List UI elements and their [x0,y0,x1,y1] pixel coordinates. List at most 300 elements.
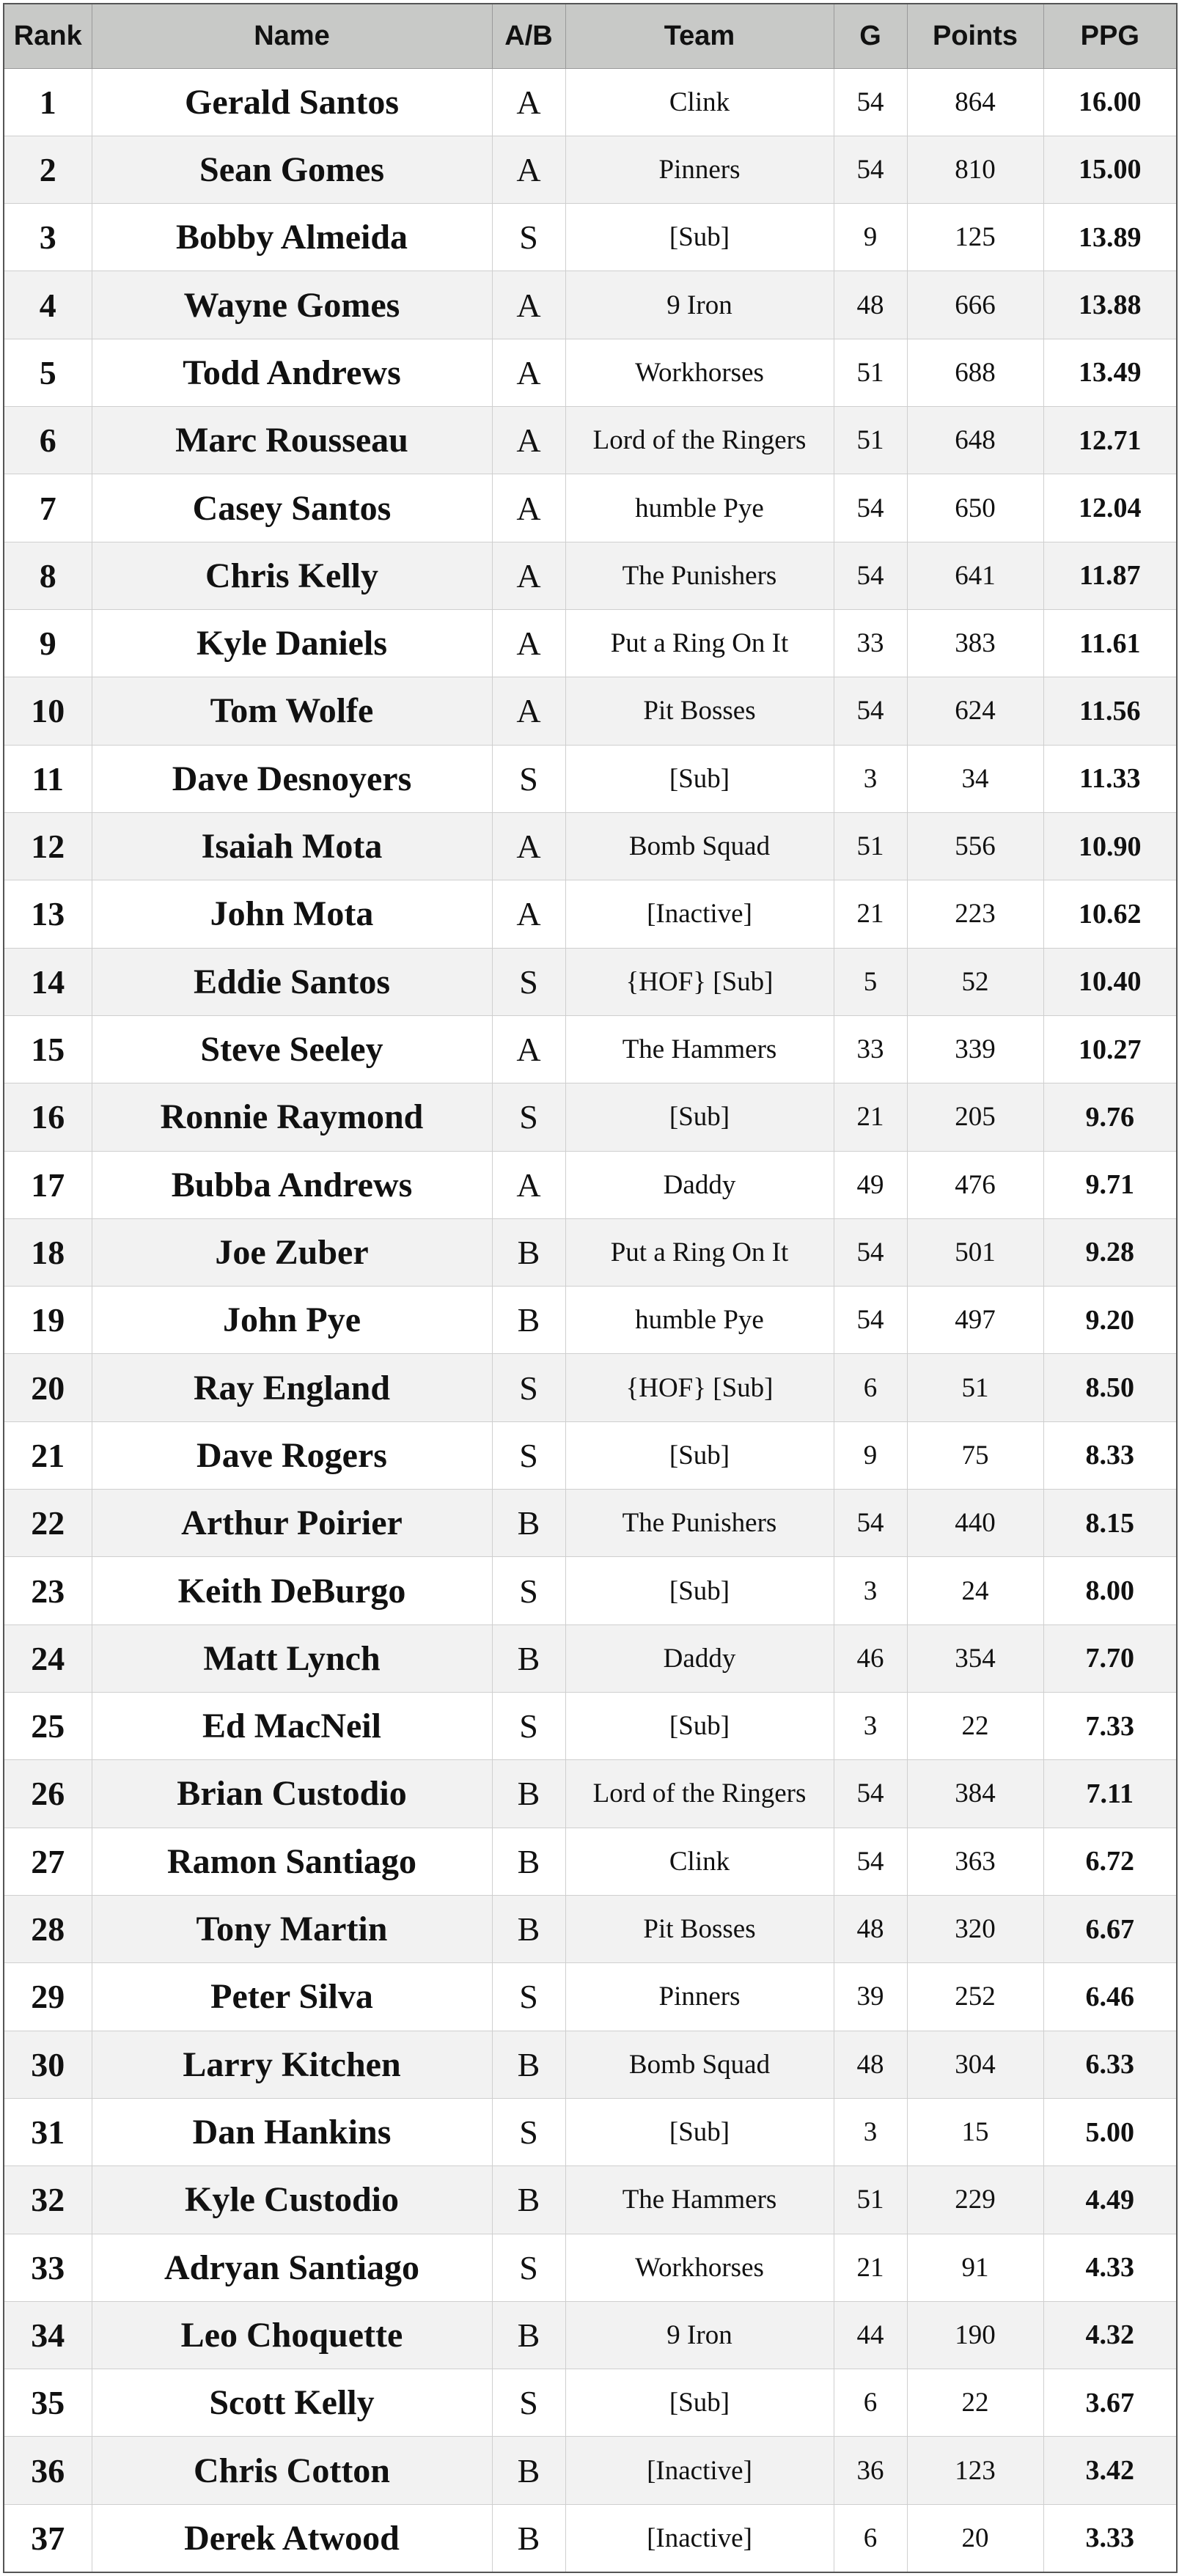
table-row [4,1557,1177,1624]
division-cell: S [492,745,565,812]
points-cell: 34 [907,745,1043,812]
division-cell: A [492,136,565,203]
table-row [4,1624,1177,1692]
team-cell: Bomb Squad [565,2031,834,2098]
division-cell: A [492,271,565,339]
division-cell: A [492,339,565,406]
ppg-cell: 13.89 [1043,204,1177,271]
rank-cell: 22 [4,1490,92,1557]
player-name-cell: Ramon Santiago [92,1828,492,1895]
rank-cell: 12 [4,812,92,880]
games-cell: 54 [834,1828,907,1895]
ppg-cell: 12.04 [1043,474,1177,542]
points-cell: 556 [907,812,1043,880]
player-name-cell: Matt Lynch [92,1624,492,1692]
table-row [4,204,1177,271]
points-cell: 810 [907,136,1043,203]
points-cell: 864 [907,68,1043,136]
team-cell: {HOF} [Sub] [565,948,834,1015]
points-cell: 384 [907,1760,1043,1828]
player-name-cell: Eddie Santos [92,948,492,1015]
rank-cell: 1 [4,68,92,136]
table-row [4,1287,1177,1354]
division-cell: B [492,1828,565,1895]
points-cell: 383 [907,610,1043,677]
rank-cell: 2 [4,136,92,203]
table-header [4,4,1177,68]
games-cell: 51 [834,339,907,406]
points-cell: 641 [907,542,1043,609]
points-cell: 688 [907,339,1043,406]
rank-cell: 15 [4,1015,92,1083]
player-name-cell: Tony Martin [92,1895,492,1962]
ppg-cell: 9.28 [1043,1218,1177,1286]
games-cell: 44 [834,2301,907,2369]
player-name-cell: Chris Kelly [92,542,492,609]
player-name-cell: Steve Seeley [92,1015,492,1083]
player-name-cell: Peter Silva [92,1963,492,2031]
ppg-cell: 9.20 [1043,1287,1177,1354]
division-cell: S [492,1963,565,2031]
points-cell: 20 [907,2504,1043,2572]
table-row [4,1354,1177,1421]
table-row [4,745,1177,812]
points-cell: 650 [907,474,1043,542]
table-row [4,1895,1177,1962]
rank-cell: 27 [4,1828,92,1895]
header-row [4,4,1177,68]
games-cell: 6 [834,1354,907,1421]
points-cell: 91 [907,2234,1043,2301]
column-header-rank[interactable]: Rank [4,4,92,68]
player-name-cell: John Mota [92,880,492,948]
games-cell: 54 [834,1287,907,1354]
column-header-ab[interactable]: A/B [492,4,565,68]
player-name-cell: Todd Andrews [92,339,492,406]
player-name-cell: Keith DeBurgo [92,1557,492,1624]
points-cell: 125 [907,204,1043,271]
division-cell: B [492,1895,565,1962]
rank-cell: 23 [4,1557,92,1624]
points-cell: 476 [907,1151,1043,1218]
ppg-cell: 3.67 [1043,2369,1177,2437]
division-cell: S [492,948,565,1015]
ppg-cell: 9.76 [1043,1083,1177,1151]
team-cell: Clink [565,68,834,136]
games-cell: 21 [834,2234,907,2301]
games-cell: 6 [834,2504,907,2572]
player-name-cell: Tom Wolfe [92,677,492,745]
rank-cell: 36 [4,2437,92,2504]
table-row [4,136,1177,203]
division-cell: B [492,1490,565,1557]
team-cell: Daddy [565,1624,834,1692]
team-cell: Workhorses [565,339,834,406]
games-cell: 33 [834,610,907,677]
player-name-cell: Arthur Poirier [92,1490,492,1557]
team-cell: Bomb Squad [565,812,834,880]
player-name-cell: Larry Kitchen [92,2031,492,2098]
team-cell: [Sub] [565,204,834,271]
player-name-cell: Wayne Gomes [92,271,492,339]
table-row [4,2234,1177,2301]
points-cell: 666 [907,271,1043,339]
player-name-cell: Kyle Custodio [92,2166,492,2234]
points-cell: 52 [907,948,1043,1015]
points-cell: 497 [907,1287,1043,1354]
division-cell: B [492,2301,565,2369]
player-name-cell: Casey Santos [92,474,492,542]
points-cell: 501 [907,1218,1043,1286]
team-cell: [Inactive] [565,2437,834,2504]
rank-cell: 5 [4,339,92,406]
player-name-cell: Marc Rousseau [92,407,492,474]
games-cell: 9 [834,204,907,271]
games-cell: 3 [834,2098,907,2165]
division-cell: S [492,1421,565,1489]
table-row [4,2031,1177,2098]
column-header-points[interactable]: Points [907,4,1043,68]
table-row [4,880,1177,948]
table-row [4,407,1177,474]
ppg-cell: 8.33 [1043,1421,1177,1489]
ppg-cell: 5.00 [1043,2098,1177,2165]
column-header-g[interactable]: G [834,4,907,68]
table-row [4,1490,1177,1557]
games-cell: 48 [834,271,907,339]
team-cell: 9 Iron [565,2301,834,2369]
player-name-cell: Ray England [92,1354,492,1421]
rank-cell: 16 [4,1083,92,1151]
player-name-cell: Ed MacNeil [92,1693,492,1760]
table-row [4,2301,1177,2369]
team-cell: [Sub] [565,1693,834,1760]
games-cell: 39 [834,1963,907,2031]
player-name-cell: Joe Zuber [92,1218,492,1286]
player-stats-table [3,3,1178,2573]
rank-cell: 32 [4,2166,92,2234]
player-name-cell: Sean Gomes [92,136,492,203]
rank-cell: 37 [4,2504,92,2572]
table-row [4,2166,1177,2234]
points-cell: 190 [907,2301,1043,2369]
rank-cell: 3 [4,204,92,271]
table-row [4,271,1177,339]
ppg-cell: 6.72 [1043,1828,1177,1895]
games-cell: 21 [834,1083,907,1151]
points-cell: 304 [907,2031,1043,2098]
games-cell: 54 [834,1760,907,1828]
rank-cell: 19 [4,1287,92,1354]
team-cell: The Hammers [565,1015,834,1083]
games-cell: 54 [834,1218,907,1286]
ppg-cell: 11.87 [1043,542,1177,609]
player-name-cell: John Pye [92,1287,492,1354]
table-row [4,1963,1177,2031]
games-cell: 3 [834,1557,907,1624]
games-cell: 3 [834,1693,907,1760]
rank-cell: 25 [4,1693,92,1760]
rank-cell: 8 [4,542,92,609]
ppg-cell: 11.33 [1043,745,1177,812]
games-cell: 51 [834,2166,907,2234]
ppg-cell: 10.90 [1043,812,1177,880]
team-cell: Put a Ring On It [565,1218,834,1286]
rank-cell: 24 [4,1624,92,1692]
games-cell: 36 [834,2437,907,2504]
rank-cell: 21 [4,1421,92,1489]
team-cell: Daddy [565,1151,834,1218]
table-row [4,1760,1177,1828]
division-cell: B [492,1287,565,1354]
rank-cell: 13 [4,880,92,948]
ppg-cell: 7.70 [1043,1624,1177,1692]
ppg-cell: 3.42 [1043,2437,1177,2504]
division-cell: B [492,2031,565,2098]
table-row [4,1693,1177,1760]
team-cell: The Punishers [565,542,834,609]
ppg-cell: 3.33 [1043,2504,1177,2572]
table-row [4,1421,1177,1489]
team-cell: [Sub] [565,1421,834,1489]
table-row [4,1083,1177,1151]
team-cell: humble Pye [565,474,834,542]
table-row [4,1218,1177,1286]
division-cell: S [492,2234,565,2301]
team-cell: Pit Bosses [565,1895,834,1962]
team-cell: {HOF} [Sub] [565,1354,834,1421]
rank-cell: 34 [4,2301,92,2369]
ppg-cell: 4.32 [1043,2301,1177,2369]
table-row [4,339,1177,406]
points-cell: 15 [907,2098,1043,2165]
column-header-team[interactable]: Team [565,4,834,68]
ppg-cell: 11.56 [1043,677,1177,745]
player-name-cell: Dave Desnoyers [92,745,492,812]
ppg-cell: 6.67 [1043,1895,1177,1962]
table-body [4,68,1177,2572]
table-row [4,812,1177,880]
player-name-cell: Derek Atwood [92,2504,492,2572]
points-cell: 648 [907,407,1043,474]
ppg-cell: 15.00 [1043,136,1177,203]
ppg-cell: 8.00 [1043,1557,1177,1624]
rank-cell: 30 [4,2031,92,2098]
team-cell: [Sub] [565,1083,834,1151]
points-cell: 440 [907,1490,1043,1557]
team-cell: The Hammers [565,2166,834,2234]
player-name-cell: Dan Hankins [92,2098,492,2165]
division-cell: S [492,1693,565,1760]
division-cell: A [492,880,565,948]
team-cell: 9 Iron [565,271,834,339]
division-cell: S [492,2369,565,2437]
games-cell: 48 [834,1895,907,1962]
table-row [4,2098,1177,2165]
points-cell: 205 [907,1083,1043,1151]
rank-cell: 28 [4,1895,92,1962]
ppg-cell: 16.00 [1043,68,1177,136]
column-header-ppg[interactable]: PPG [1043,4,1177,68]
player-name-cell: Dave Rogers [92,1421,492,1489]
division-cell: A [492,68,565,136]
ppg-cell: 7.33 [1043,1693,1177,1760]
ppg-cell: 10.27 [1043,1015,1177,1083]
points-cell: 223 [907,880,1043,948]
team-cell: The Punishers [565,1490,834,1557]
rank-cell: 6 [4,407,92,474]
division-cell: S [492,2098,565,2165]
team-cell: [Inactive] [565,880,834,948]
points-cell: 320 [907,1895,1043,1962]
player-name-cell: Brian Custodio [92,1760,492,1828]
division-cell: S [492,1557,565,1624]
table-row [4,68,1177,136]
column-header-name[interactable]: Name [92,4,492,68]
division-cell: A [492,1151,565,1218]
table-row [4,1828,1177,1895]
player-name-cell: Bubba Andrews [92,1151,492,1218]
table-row [4,542,1177,609]
games-cell: 9 [834,1421,907,1489]
division-cell: B [492,1218,565,1286]
player-name-cell: Bobby Almeida [92,204,492,271]
table-row [4,1015,1177,1083]
division-cell: A [492,677,565,745]
points-cell: 22 [907,1693,1043,1760]
ppg-cell: 4.33 [1043,2234,1177,2301]
team-cell: [Sub] [565,745,834,812]
team-cell: Pinners [565,136,834,203]
rank-cell: 14 [4,948,92,1015]
team-cell: Lord of the Ringers [565,1760,834,1828]
ppg-cell: 7.11 [1043,1760,1177,1828]
games-cell: 54 [834,677,907,745]
rank-cell: 10 [4,677,92,745]
player-name-cell: Chris Cotton [92,2437,492,2504]
player-name-cell: Kyle Daniels [92,610,492,677]
team-cell: [Sub] [565,2369,834,2437]
games-cell: 5 [834,948,907,1015]
table-row [4,677,1177,745]
division-cell: B [492,2504,565,2572]
points-cell: 624 [907,677,1043,745]
games-cell: 46 [834,1624,907,1692]
division-cell: A [492,610,565,677]
points-cell: 22 [907,2369,1043,2437]
ppg-cell: 10.40 [1043,948,1177,1015]
table-row [4,2437,1177,2504]
ppg-cell: 6.33 [1043,2031,1177,2098]
points-cell: 229 [907,2166,1043,2234]
rank-cell: 11 [4,745,92,812]
games-cell: 51 [834,407,907,474]
rank-cell: 18 [4,1218,92,1286]
points-cell: 75 [907,1421,1043,1489]
player-name-cell: Ronnie Raymond [92,1083,492,1151]
table-row [4,948,1177,1015]
games-cell: 54 [834,136,907,203]
games-cell: 33 [834,1015,907,1083]
ppg-cell: 12.71 [1043,407,1177,474]
points-cell: 354 [907,1624,1043,1692]
ppg-cell: 10.62 [1043,880,1177,948]
rank-cell: 20 [4,1354,92,1421]
points-cell: 252 [907,1963,1043,2031]
division-cell: B [492,1760,565,1828]
division-cell: A [492,474,565,542]
points-cell: 363 [907,1828,1043,1895]
division-cell: B [492,2166,565,2234]
games-cell: 54 [834,474,907,542]
table-row [4,2504,1177,2572]
ppg-cell: 6.46 [1043,1963,1177,2031]
ppg-cell: 8.50 [1043,1354,1177,1421]
team-cell: Workhorses [565,2234,834,2301]
games-cell: 3 [834,745,907,812]
points-cell: 51 [907,1354,1043,1421]
rank-cell: 35 [4,2369,92,2437]
games-cell: 51 [834,812,907,880]
table-row [4,610,1177,677]
ppg-cell: 11.61 [1043,610,1177,677]
table-row [4,2369,1177,2437]
team-cell: Clink [565,1828,834,1895]
player-name-cell: Adryan Santiago [92,2234,492,2301]
rank-cell: 9 [4,610,92,677]
table-row [4,1151,1177,1218]
team-cell: [Inactive] [565,2504,834,2572]
games-cell: 54 [834,1490,907,1557]
team-cell: Pinners [565,1963,834,2031]
division-cell: B [492,2437,565,2504]
division-cell: A [492,542,565,609]
division-cell: S [492,1354,565,1421]
ppg-cell: 13.88 [1043,271,1177,339]
points-cell: 339 [907,1015,1043,1083]
games-cell: 21 [834,880,907,948]
points-cell: 24 [907,1557,1043,1624]
team-cell: humble Pye [565,1287,834,1354]
points-cell: 123 [907,2437,1043,2504]
games-cell: 6 [834,2369,907,2437]
ppg-cell: 4.49 [1043,2166,1177,2234]
division-cell: A [492,1015,565,1083]
player-name-cell: Scott Kelly [92,2369,492,2437]
team-cell: Put a Ring On It [565,610,834,677]
team-cell: Pit Bosses [565,677,834,745]
team-cell: [Sub] [565,2098,834,2165]
division-cell: S [492,1083,565,1151]
ppg-cell: 9.71 [1043,1151,1177,1218]
rank-cell: 17 [4,1151,92,1218]
ppg-cell: 13.49 [1043,339,1177,406]
rank-cell: 7 [4,474,92,542]
games-cell: 48 [834,2031,907,2098]
player-name-cell: Leo Choquette [92,2301,492,2369]
rank-cell: 29 [4,1963,92,2031]
division-cell: B [492,1624,565,1692]
games-cell: 54 [834,542,907,609]
ppg-cell: 8.15 [1043,1490,1177,1557]
games-cell: 54 [834,68,907,136]
table-row [4,474,1177,542]
division-cell: S [492,204,565,271]
rank-cell: 31 [4,2098,92,2165]
division-cell: A [492,812,565,880]
division-cell: A [492,407,565,474]
games-cell: 49 [834,1151,907,1218]
